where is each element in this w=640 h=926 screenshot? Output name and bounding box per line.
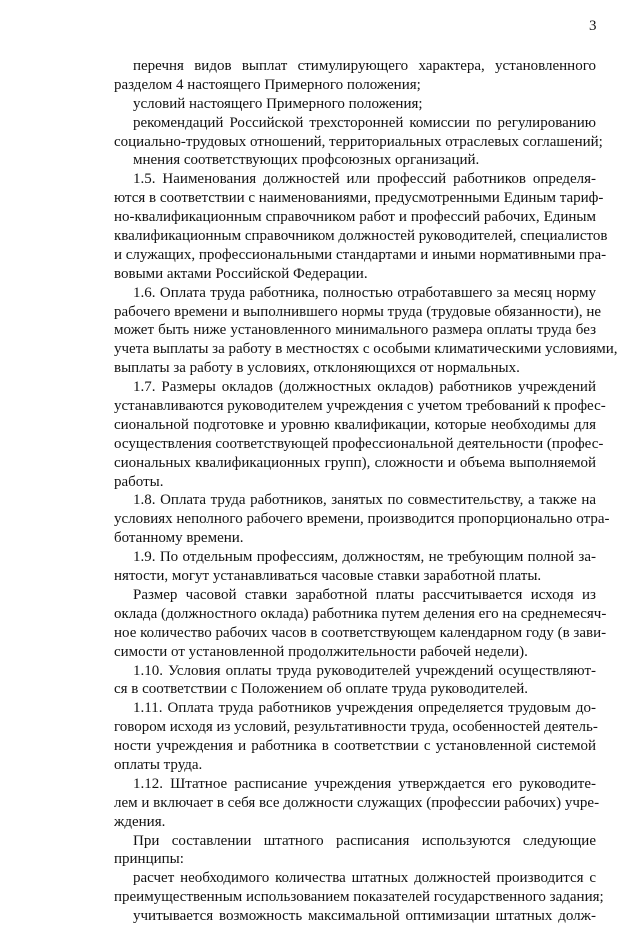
text-line: расчет необходимого количества штатных должностей производится с [133,870,596,887]
text-line: осуществления соответствующей профессиональной деятельности (профес- [114,435,604,452]
text-line: 1.7. Размеры окладов (должностных окладов) работников учреждений [133,379,596,396]
text-line: но-квалификационным справочником работ и профессий рабочих, Единым [114,209,596,226]
text-line: ности учреждения и работника в соответствии с установленной системой [114,738,596,755]
text-line: социально-трудовых отношений, территориальных отраслевых соглашений; [114,133,603,150]
text-line: квалификационным справочником должностей руководителей, специалистов [114,228,608,245]
text-line: 1.12. Штатное расписание учреждения утверждается его руководите- [133,775,596,792]
text-line: 1.10. Условия оплаты труда руководителей учреждений осуществляют- [133,662,596,679]
text-line: учитывается возможность максимальной оптимизации штатных долж- [133,908,596,925]
text-line: условий настоящего Примерного положения; [133,95,423,112]
text-line: работы. [114,473,164,490]
text-line: учета выплаты за работу в местностях с особыми климатическими условиями, [114,341,618,358]
text-line: может быть ниже установленного минимального размера оплаты труда без [114,322,596,339]
text-line: устанавливаются руководителем учреждения с учетом требований к профес- [114,398,606,415]
text-line: оплаты труда. [114,756,203,773]
text-line: симости от установленной продолжительности рабочей недели). [114,643,528,660]
text-line: рабочего времени и выполнившего нормы труда (трудовые обязанности), не [114,303,602,320]
text-line: 1.11. Оплата труда работников учреждения определяется трудовым до- [133,700,596,717]
text-line: и служащих, профессиональными стандартами и иными нормативными пра- [114,246,607,263]
text-line: 1.8. Оплата труда работников, занятых по совместительству, а также на [133,492,596,509]
text-line: условиях неполного рабочего времени, производится пропорционально отра- [114,511,610,528]
text-line: ся в соответствии с Положением об оплате труда руководителей. [114,681,529,698]
text-line: 1.5. Наименования должностей или профессий работников определя- [133,171,596,188]
text-line: ются в соответствии с наименованиями, предусмотренными Единым тариф- [114,190,604,207]
text-line: перечня видов выплат стимулирующего характера, установленного [133,58,596,74]
text-line: 1.6. Оплата труда работника, полностью отработавшего за месяц норму [133,284,596,301]
text-line: ботанному времени. [114,530,244,547]
text-line: говором исходя из условий, результативности труда, особенностей деятель- [114,719,598,736]
text-line: сиональной подготовке и уровню квалификации, которые необходимы для [114,416,596,433]
document-body [114,57,618,926]
text-line: принципы: [114,851,184,868]
text-line: мнения соответствующих профсоюзных организаций. [133,152,480,169]
text-line: вовыми актами Российской Федерации. [114,265,368,282]
text-line: оклада (должностного оклада) работника путем деления его на среднемесяч- [114,605,607,622]
text-line: При составлении штатного расписания используются следующие [133,832,596,849]
page-number: 3 [589,18,597,34]
text-line: рекомендаций Российской трехсторонней комиссии по регулированию [133,114,596,131]
text-line: Размер часовой ставки заработной платы рассчитывается исходя из [133,586,596,603]
text-line: нятости, могут устанавливаться часовые ставки заработной платы. [114,568,542,585]
text-line: разделом 4 настоящего Примерного положения; [114,76,421,93]
text-line: лем и включает в себя все должности служащих (профессии рабочих) учре- [114,794,600,811]
text-line: выплаты за работу в условиях, отклоняющихся от нормальных. [114,360,520,377]
text-line: 1.9. По отдельным профессиям, должностям, не требующим полной за- [133,549,596,566]
text-line: ждения. [114,813,166,830]
text-line: преимущественным использованием показателей государственного задания; [114,889,604,906]
text-line: сиональных квалификационных групп), сложности и объема выполняемой [114,454,596,471]
text-line: ное количество рабочих часов в соответствующем календарном году (в зави- [114,624,607,641]
